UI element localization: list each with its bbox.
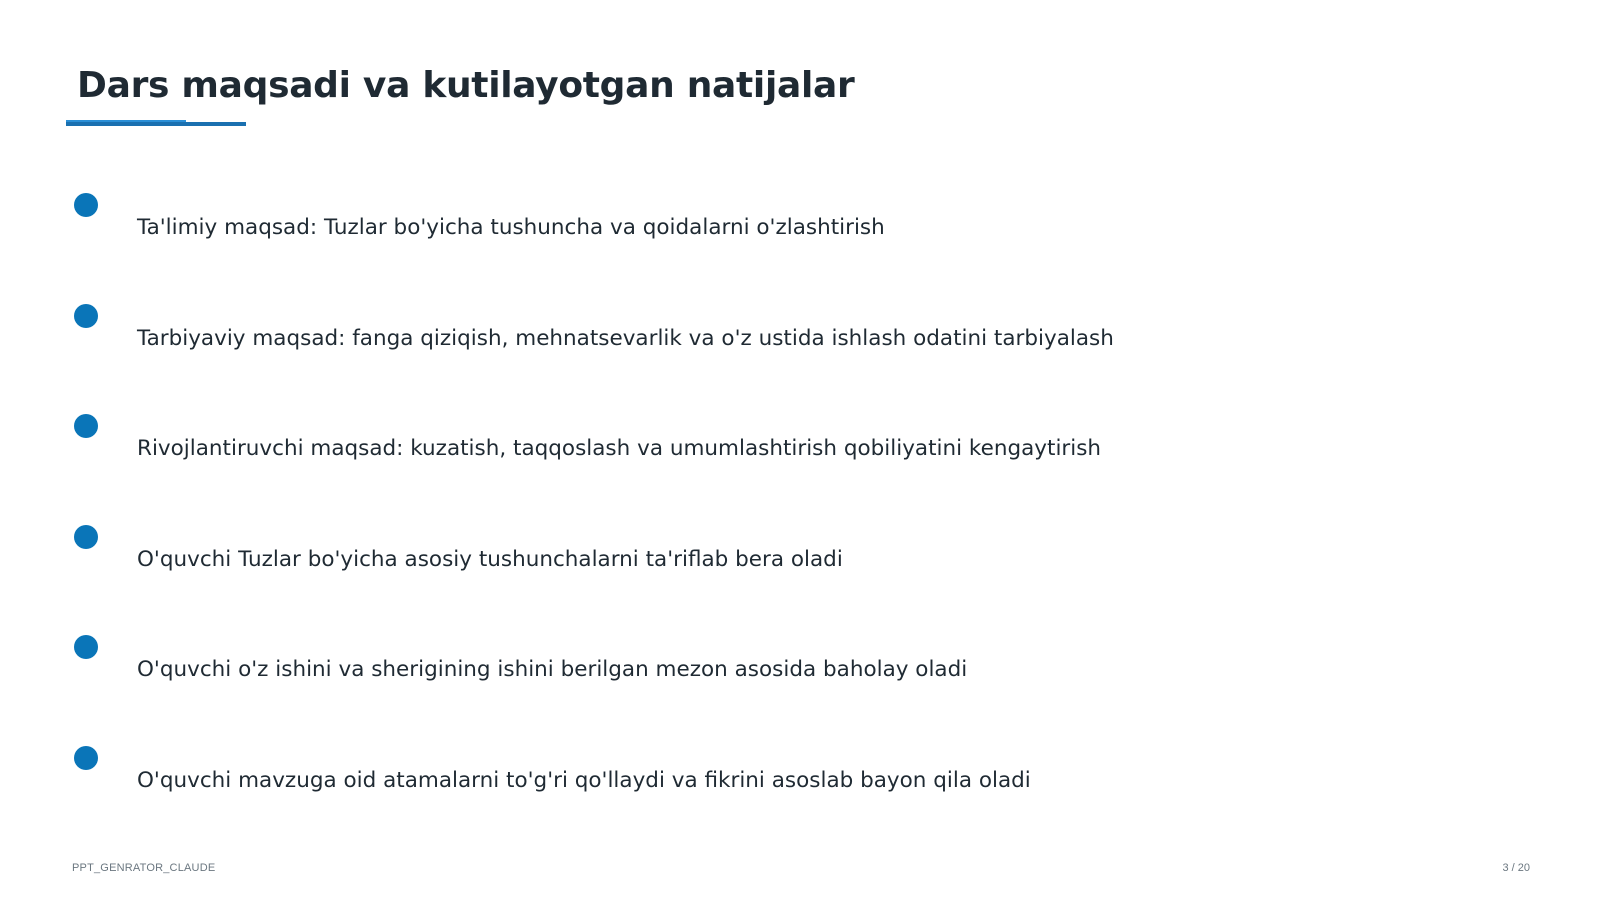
list-item-text: Tarbiyaviy maqsad: fanga qiziqish, mehnatsevarlik va o'z ustida ishlash odatini tarbiyalash xyxy=(137,326,1114,351)
list-item-text: O'quvchi mavzuga oid atamalarni to'g'ri qo'llaydi va fikrini asoslab bayon qila oladi xyxy=(137,768,1031,793)
list-item-text: O'quvchi o'z ishini va sherigining ishini berilgan mezon asosida baholay oladi xyxy=(137,657,968,682)
bullet-dot-icon xyxy=(74,746,98,770)
footer-source-label: PPT_GENRATOR_CLAUDE xyxy=(72,862,216,874)
list-item xyxy=(0,414,1400,474)
list-item-text: Rivojlantiruvchi maqsad: kuzatish, taqqoslash va umumlashtirish qobiliyatini kengaytirish xyxy=(137,436,1102,461)
bullet-dot-icon xyxy=(74,414,98,438)
bullet-dot-icon xyxy=(74,635,98,659)
list-item xyxy=(0,746,1400,806)
bullet-dot-icon xyxy=(74,525,98,549)
list-item-text: Ta'limiy maqsad: Tuzlar bo'yicha tushuncha va qoidalarni o'zlashtirish xyxy=(137,215,885,240)
list-item xyxy=(0,304,1400,364)
list-item xyxy=(0,525,1400,585)
page-indicator: 3 / 20 xyxy=(1502,862,1530,874)
bullet-dot-icon xyxy=(74,193,98,217)
list-item xyxy=(0,635,1400,695)
list-item xyxy=(0,193,1400,253)
slide-title: Dars maqsadi va kutilayotgan natijalar xyxy=(77,65,855,106)
bullet-dot-icon xyxy=(74,304,98,328)
list-item-text: O'quvchi Tuzlar bo'yicha asosiy tushunchalarni ta'riflab bera oladi xyxy=(137,547,843,572)
